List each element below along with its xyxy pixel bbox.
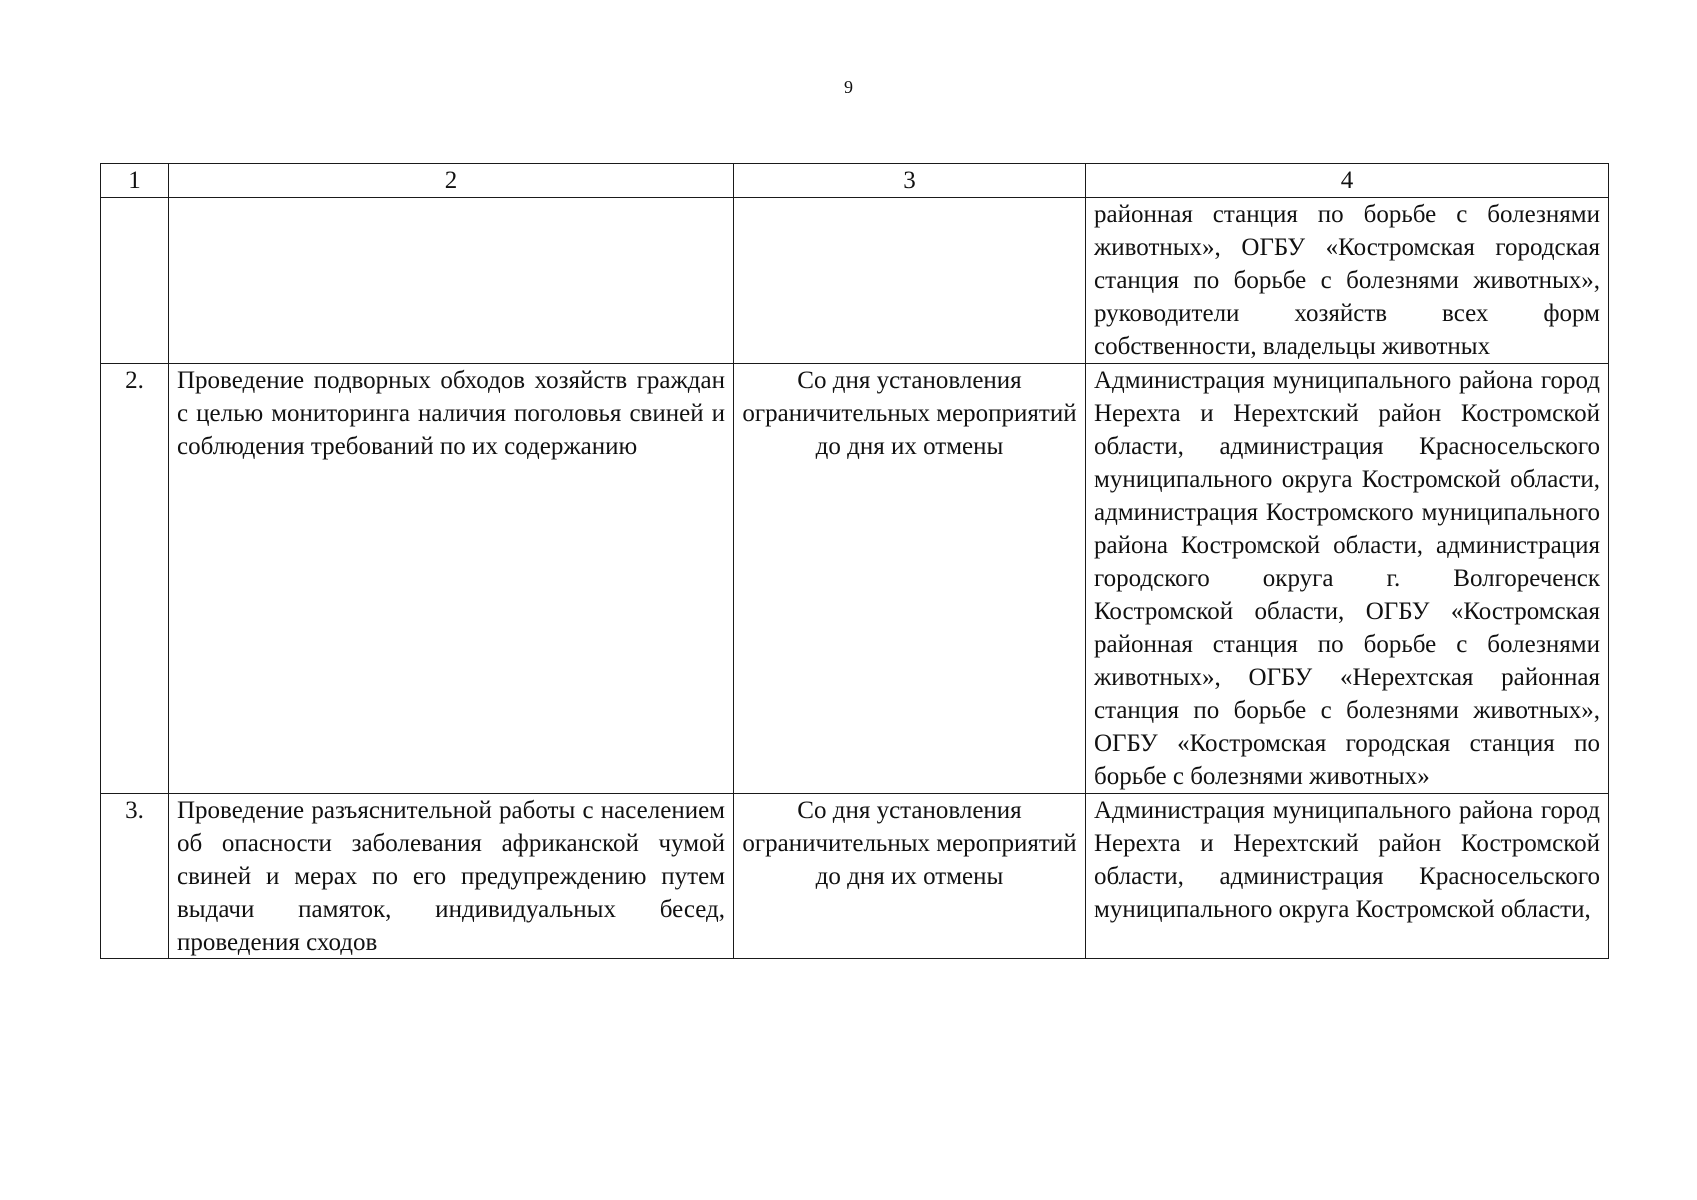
page-number: 9: [844, 77, 853, 97]
header-cell-1: 1: [101, 164, 169, 198]
measure-text: Проведение разъяснительной работы с населением об опасности заболевания африканской чумой свиней и мерах по его предупреждению путем выдачи памяток, индивидуальных бесед, проведения сходов: [177, 797, 725, 956]
responsible-cell: Администрация муниципального района город Нерехта и Нерехтский район Костромской области, администрация Красносельского муниципального округа Костромской области, администрация Костромского муниципального района Костромской области, администрация городского округа г. Волгореченск Костромской области, ОГБУ «Костромская районная станция по борьбе с болезнями животных», ОГБУ «Нерехтская районная станция по борьбе с болезнями животных», ОГБУ «Костромская городская станция по борьбе с болезнями животных»: [1086, 364, 1609, 794]
header-cell-2: 2: [169, 164, 734, 198]
measure-cell: [169, 198, 734, 364]
row-number-text: 3.: [125, 797, 144, 824]
table-row: [101, 794, 1609, 959]
header-cell-3: 3: [734, 164, 1086, 198]
row-number: [101, 198, 169, 364]
measure-cell: [169, 794, 734, 959]
deadline-cell: [734, 198, 1086, 364]
responsible-cell: районная станция по борьбе с болезнями животных», ОГБУ «Костромская городская станция по борьбе с болезнями животных», руководители хозяйств всех форм собственности, владельцы животных: [1086, 198, 1609, 364]
table-row: [101, 364, 1609, 794]
deadline-cell: [734, 794, 1086, 959]
deadline-text: Со дня установления ограничительных мероприятий до дня их отмены: [742, 797, 1077, 890]
row-number: [101, 794, 169, 959]
row-number: 2.: [101, 364, 169, 794]
responsible-cell: [1086, 794, 1609, 959]
measure-cell: Проведение подворных обходов хозяйств граждан с целью мониторинга наличия поголовья свиней и соблюдения требований по их содержанию: [169, 364, 734, 794]
table-header-row: [101, 164, 1609, 198]
responsible-text: Администрация муниципального района город Нерехта и Нерехтский район Костромской области, администрация Красносельского муниципального округа Костромской области,: [1094, 797, 1600, 923]
table-row: [101, 198, 1609, 364]
header-cell-4: 4: [1086, 164, 1609, 198]
measures-table: [100, 163, 1609, 959]
deadline-cell: Со дня установления ограничительных мероприятий до дня их отмены: [734, 364, 1086, 794]
